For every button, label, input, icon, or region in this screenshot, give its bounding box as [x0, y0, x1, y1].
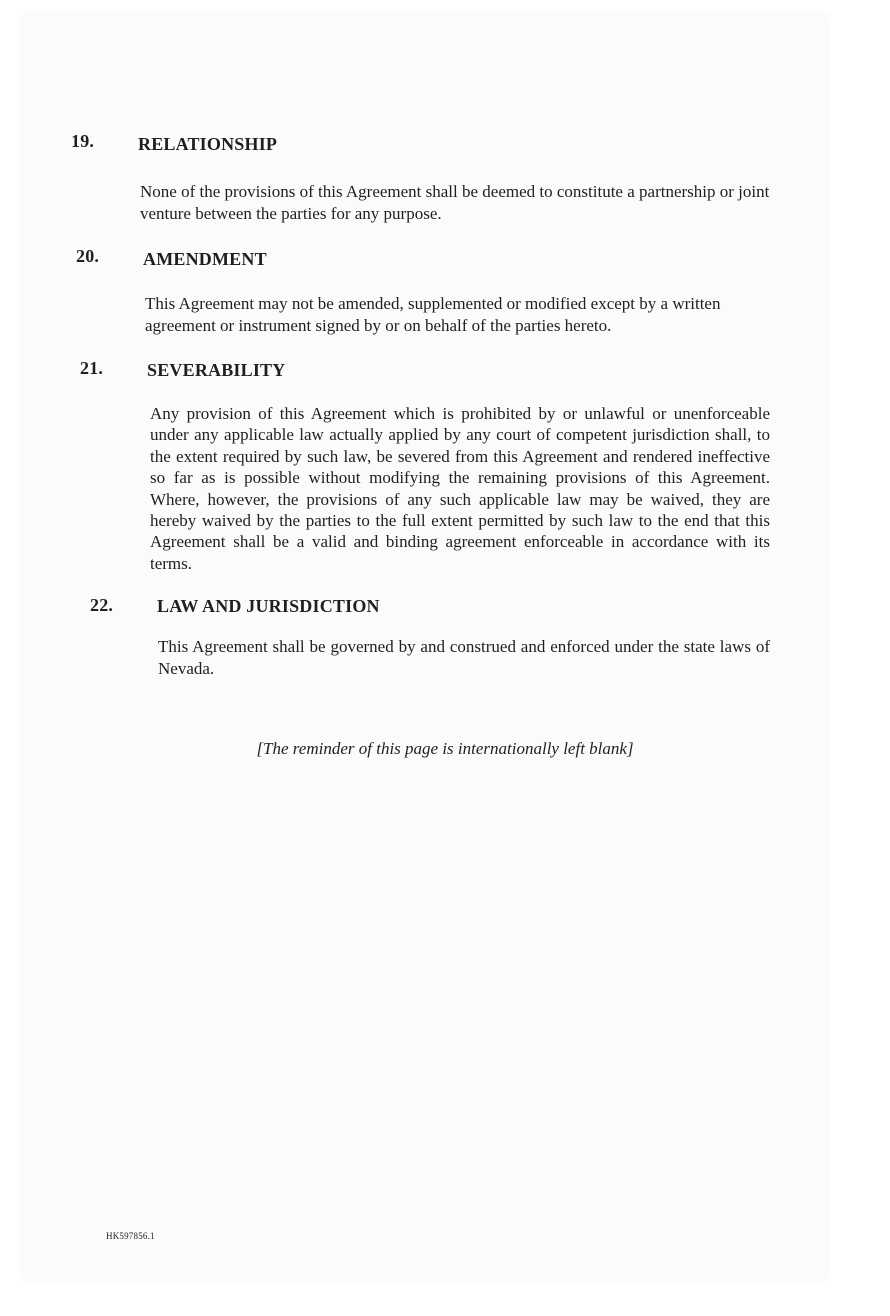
section-19-number: 19. — [71, 131, 95, 151]
blank-page-note: [The reminder of this page is internationally left blank] — [256, 739, 634, 758]
section-19-title: RELATIONSHIP — [138, 134, 278, 154]
section-22-title: LAW AND JURISDICTION — [157, 596, 380, 616]
section-19-body: None of the provisions of this Agreement shall be deemed to constitute a partnership or joint venture between the parties for any purpose. — [140, 182, 770, 223]
section-22-number: 22. — [90, 595, 114, 615]
section-21-body: Any provision of this Agreement which is prohibited by or unlawful or unenforceable under any applicable law actually applied by any court of competent jurisdiction shall, to the extent required by such law, be severed from this Agreement and rendered ineffective so far as is possible without modifying the remaining provisions of this Agreement. Where, however, the provisions of any such applicable law may be waived, they are hereby waived by the parties to the full extent permitted by such law to the end that this Agreement shall be a valid and binding agreement enforceable in accordance with its terms. — [150, 404, 770, 573]
section-20-body: This Agreement may not be amended, supplemented or modified except by a written agreement or instrument signed by or on behalf of the parties hereto. — [145, 294, 721, 335]
section-22-body: This Agreement shall be governed by and construed and enforced under the state laws of Nevada. — [158, 637, 770, 678]
section-20-title: AMENDMENT — [143, 249, 267, 269]
section-21-title: SEVERABILITY — [147, 360, 286, 380]
section-20-number: 20. — [76, 246, 100, 266]
section-21-number: 21. — [80, 358, 104, 378]
document-reference: HK597856.1 — [106, 1231, 155, 1241]
